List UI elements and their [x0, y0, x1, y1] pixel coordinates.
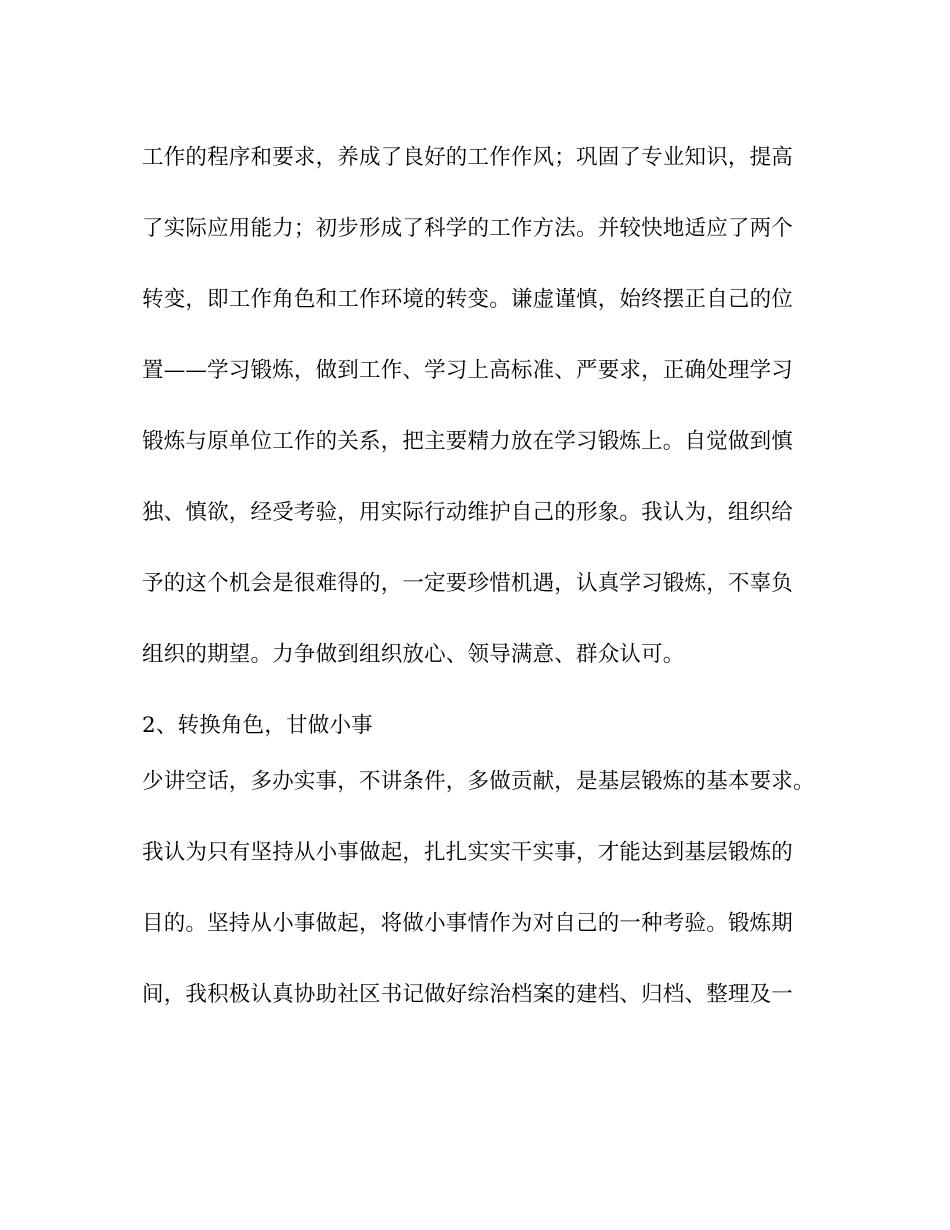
paragraph-line: 了实际应用能力；初步形成了科学的工作方法。并较快地适应了两个 [142, 216, 794, 241]
paragraph-line: 置——学习锻炼，做到工作、学习上高标准、严要求，正确处理学习 [142, 358, 794, 383]
paragraph-line: 我认为只有坚持从小事做起，扎扎实实干实事，才能达到基层锻炼的 [142, 840, 794, 865]
paragraph-line: 间，我积极认真协助社区书记做好综治档案的建档、归档、整理及一 [142, 982, 794, 1007]
paragraph-line: 予的这个机会是很难得的，一定要珍惜机遇，认真学习锻炼，不辜负 [142, 571, 794, 596]
paragraph-line: 少讲空话，多办实事，不讲条件，多做贡献，是基层锻炼的基本要求。 [142, 769, 815, 794]
paragraph-line: 独、慎欲，经受考验，用实际行动维护自己的形象。我认为，组织给 [142, 500, 794, 525]
section-heading: 2、转换角色，甘做小事 [142, 713, 373, 738]
paragraph-line: 工作的程序和要求，养成了良好的工作作风；巩固了专业知识，提高 [142, 145, 794, 170]
paragraph-line: 目的。坚持从小事做起，将做小事情作为对自己的一种考验。锻炼期 [142, 911, 794, 936]
paragraph-line: 转变，即工作角色和工作环境的转变。谦虚谨慎，始终摆正自己的位 [142, 287, 794, 312]
paragraph-line: 锻炼与原单位工作的关系，把主要精力放在学习锻炼上。自觉做到慎 [142, 429, 794, 454]
paragraph-line: 组织的期望。力争做到组织放心、领导满意、群众认可。 [142, 642, 685, 667]
